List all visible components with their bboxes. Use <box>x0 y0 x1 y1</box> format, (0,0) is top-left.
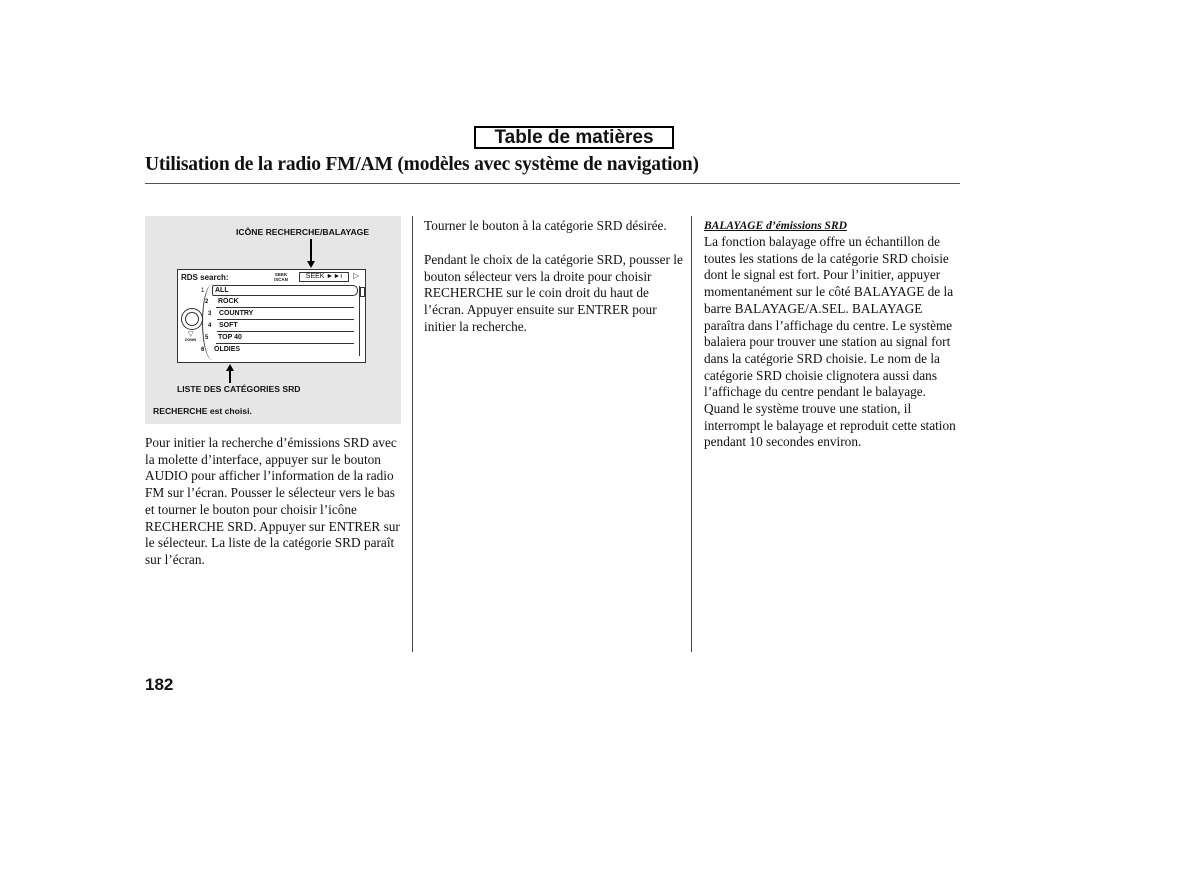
pointer-arrow-up-icon <box>226 364 234 371</box>
preset-number: 2 <box>205 299 209 305</box>
pointer-arrow-down-icon <box>307 261 315 268</box>
rds-search-title: RDS search: <box>181 273 229 282</box>
category-row-soft[interactable]: SOFT <box>217 321 354 332</box>
down-label: DOWN <box>185 338 197 342</box>
rds-category-list-label: LISTE DES CATÉGORIES SRD <box>177 384 301 394</box>
scrollbar-thumb[interactable] <box>360 287 365 297</box>
seek-scan-label <box>274 272 288 282</box>
left-column-paragraph: Pour initier la recherche d’émissions SRD avec la molette d’interface, appuyer sur le bouton AUDIO pour afficher l’information de la radio FM sur l’écran. Pousser le sélecteur vers le bas et tourner le bouton pour choisir l’icône RECHERCHE SRD. Appuyer sur ENTRER sur le sélecteur. La liste de la catégorie SRD paraît sur l’écran. <box>145 435 400 567</box>
pointer-line-bottom <box>229 371 231 383</box>
radio-display-screen <box>177 269 366 363</box>
preset-number: 3 <box>208 311 212 317</box>
preset-number: 5 <box>205 335 209 341</box>
middle-paragraph-2: Pendant le choix de la catégorie SRD, pousser le bouton sélecteur vers la droite pour choisir RECHERCHE sur le coin droit du haut de l’écran. Appuyer ensuite sur ENTRER pour initier la recherche. <box>424 252 683 334</box>
category-row-all[interactable]: ALL <box>212 285 358 296</box>
category-row-oldies[interactable]: OLDIES <box>214 346 241 353</box>
scan-label: /SCAN <box>274 277 289 282</box>
column-divider-right <box>691 216 692 652</box>
figure-caption: RECHERCHE est choisi. <box>153 406 252 416</box>
search-scan-icon-label: ICÔNE RECHERCHE/BALAYAGE <box>236 227 370 237</box>
category-row-country[interactable]: COUNTRY <box>217 309 354 320</box>
category-row-top40[interactable]: TOP 40 <box>216 333 354 344</box>
preset-number: 4 <box>208 323 212 329</box>
radio-screen-figure <box>145 216 401 424</box>
preset-number: 1 <box>201 288 205 294</box>
middle-paragraph-1: Tourner le bouton à la catégorie SRD désirée. <box>424 218 667 233</box>
column-divider-left <box>412 216 413 652</box>
selector-knob-center-icon <box>185 312 199 326</box>
page-title: Utilisation de la radio FM/AM (modèles avec système de navigation) <box>145 154 699 175</box>
down-arrow-icon: ▽ <box>188 331 194 338</box>
seek-label: SEEK <box>274 272 288 277</box>
pointer-line-top <box>310 239 312 263</box>
category-row-rock[interactable]: ROCK <box>216 297 354 308</box>
table-of-contents-button[interactable]: Table de matières <box>474 126 674 149</box>
seek-button[interactable]: SEEK ►►ı <box>299 272 349 282</box>
preset-number: 6 <box>201 347 205 353</box>
title-underline <box>145 183 960 184</box>
page-number: 182 <box>145 675 174 694</box>
play-icon[interactable]: ▷ <box>353 271 360 280</box>
right-column-paragraph: La fonction balayage offre un échantillon de toutes les stations de la catégorie SRD choisie dont le signal est fort. Pour l’initier, appuyer momentanément sur le côté BALAYAGE de la barre BALAYAGE/A.SEL. BALAYAGE paraîtra dans l’affichage du centre. Le système balaiera pour trouver une station au signal fort dans la catégorie SRD choisie. Le nom de la catégorie SRD choisie clignotera aussi dans l’affichage du centre pendant le balayage. Quand le système trouve une station, il interrompt le balayage et reproduit cette station pendant 10 secondes environ. <box>704 234 956 450</box>
rds-scan-heading: BALAYAGE d’émissions SRD <box>704 220 847 232</box>
